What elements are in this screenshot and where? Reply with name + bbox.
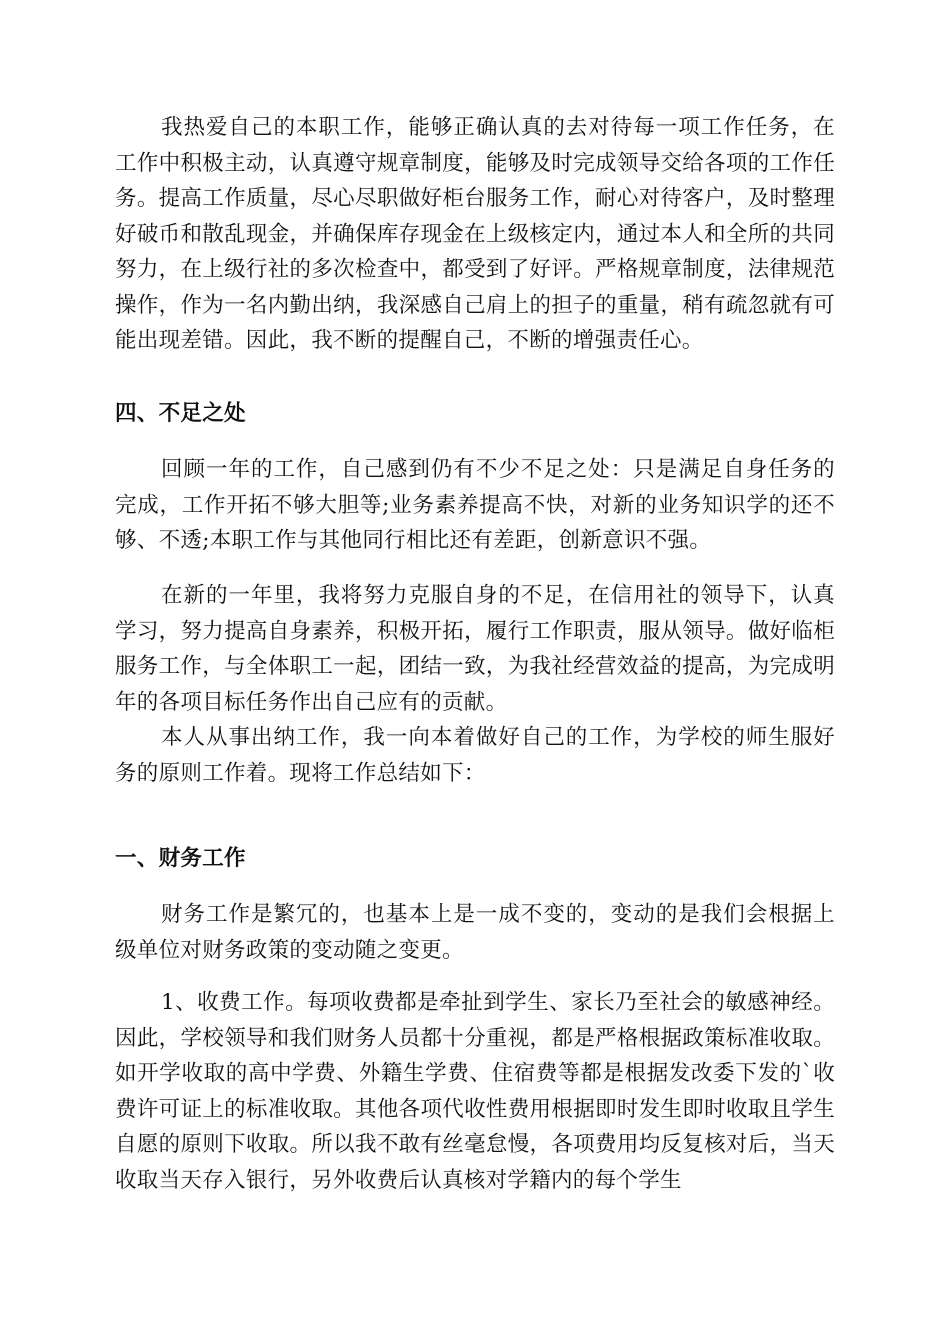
paragraph-finance-overview: 财务工作是繁冗的，也基本上是一成不变的，变动的是我们会根据上级单位对财务政策的变动随之变更。 bbox=[115, 902, 835, 963]
paragraph-fee-collection: 1、收费工作。每项收费都是牵扯到学生、家长乃至社会的敏感神经。因此，学校领导和我们财务人员都十分重视，都是严格根据政策标准收取。如开学收取的高中学费、外籍生学费、住宿费等都是根据发改委下发的`收费许可证上的标准收取。其他各项代收性费用根据即时发生即时收取且学生自愿的原则下收取。所以我不敢有丝毫怠慢，各项费用均反复核对后，当天收取当天存入银行，另外收费后认真核对学籍内的每个学生 bbox=[115, 990, 835, 1193]
paragraph-new-year-plan: 在新的一年里，我将努力克服自身的不足，在信用社的领导下，认真学习，努力提高自身素养，积极开拓，履行工作职责，服从领导。做好临柜服务工作，与全体职工一起，团结一致，为我社经营效益的提高，为完成明年的各项目标任务作出自己应有的贡献。 bbox=[115, 583, 835, 715]
paragraph-cashier-intro: 本人从事出纳工作，我一向本着做好自己的工作，为学校的师生服好务的原则工作着。现将工作总结如下： bbox=[115, 725, 835, 786]
paragraph-duty-attitude: 我热爱自己的本职工作，能够正确认真的去对待每一项工作任务，在工作中积极主动，认真遵守规章制度，能够及时完成领导交给各项的工作任务。提高工作质量，尽心尽职做好柜台服务工作，耐心对待客户，及时整理好破币和散乱现金，并确保库存现金在上级核定内，通过本人和全所的共同努力，在上级行社的多次检查中，都受到了好评。严格规章制度，法律规范操作，作为一名内勤出纳，我深感自己肩上的担子的重量，稍有疏忽就有可能出现差错。因此，我不断的提醒自己，不断的增强责任心。 bbox=[115, 115, 835, 353]
section-heading-finance-work: 一、财务工作 bbox=[115, 846, 246, 871]
paragraph-review-shortcomings: 回顾一年的工作，自己感到仍有不少不足之处：只是满足自身任务的完成，工作开拓不够大胆等;业务素养提高不快，对新的业务知识学的还不够、不透;本职工作与其他同行相比还有差距，创新意识不强。 bbox=[115, 457, 835, 553]
section-heading-shortcomings: 四、不足之处 bbox=[115, 401, 246, 426]
